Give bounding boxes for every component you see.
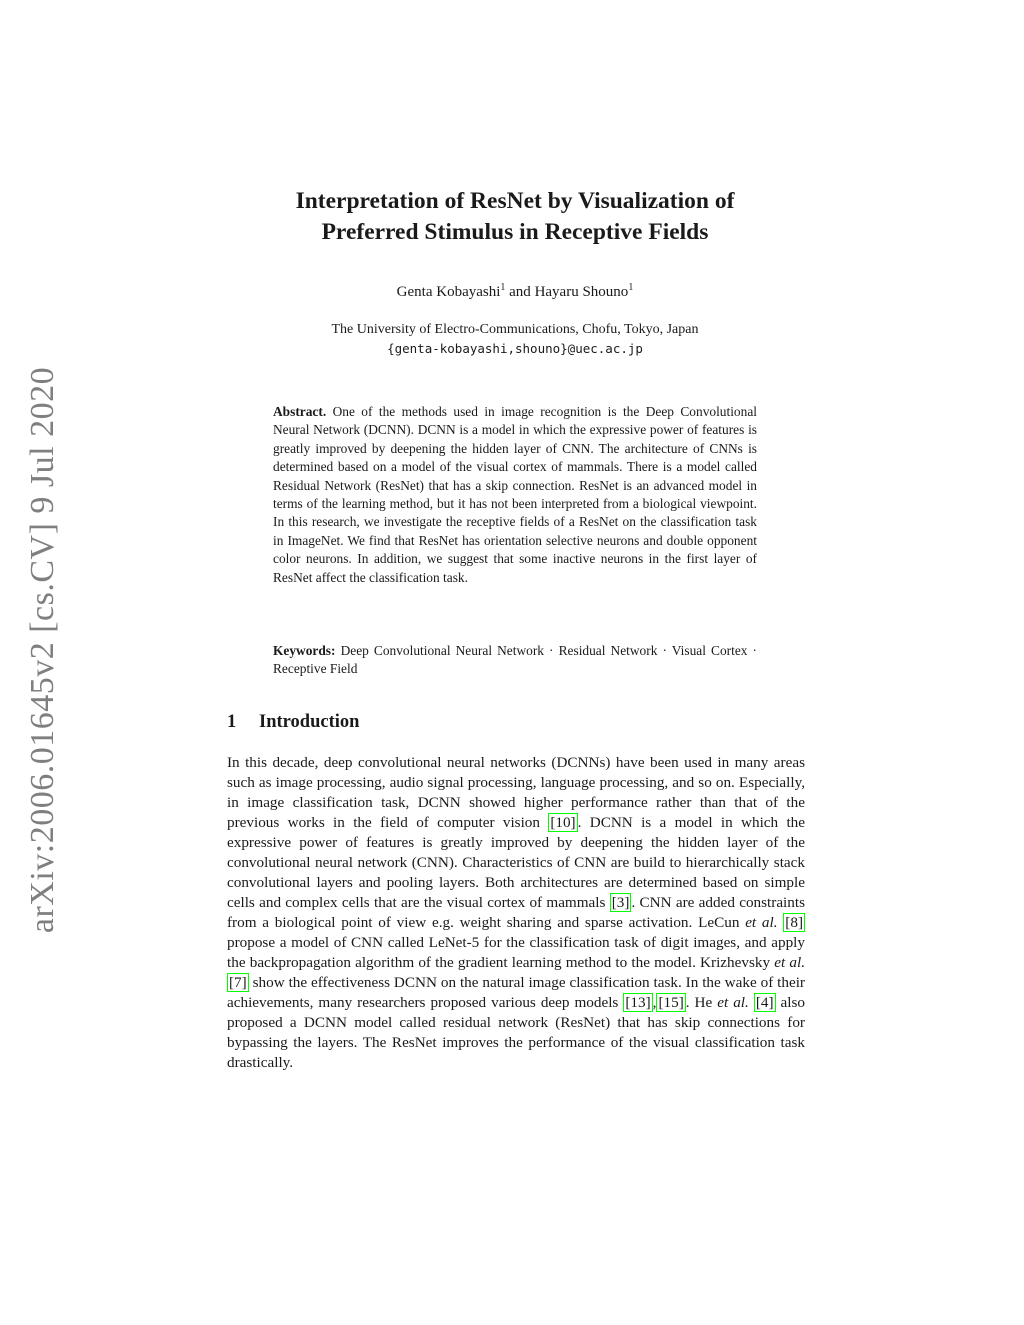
keywords-label: Keywords: [273, 643, 336, 658]
title-line-2: Preferred Stimulus in Receptive Fields [321, 219, 709, 245]
keywords [273, 642, 757, 679]
intro-text-6: . He [685, 994, 718, 1011]
author-2-affil-mark: 1 [628, 282, 634, 293]
author-2-name: Hayaru Shouno [534, 284, 629, 300]
intro-text-5: show the effectiveness DCNN on the natural image classification task. In the wake of their achievements, many researchers proposed various deep models [227, 974, 805, 1011]
intro-text-4: propose a model of CNN called LeNet-5 for the classification task of digit images, and apply the backpropagation algorithm of the gradient learning method to the model. Krizhevsky [227, 934, 805, 971]
arxiv-identifier-stamp: arXiv:2006.01645v2 [cs.CV] 9 Jul 2020 [24, 366, 61, 934]
section-heading-introduction [227, 712, 359, 733]
intro-text-3: . CNN are added constraints from a biological point of view e.g. weight sharing and sparse activation. LeCun [227, 894, 806, 931]
et-al-2: et al. [774, 954, 805, 971]
intro-text-1: In this decade, deep convolutional neural networks (DCNNs) have been used in many areas such as image processing, audio signal processing, language processing, and so on. Especially, in image classification task, DCNN showed higher performance rather than that of the previous works in the field of computer vision [227, 754, 805, 831]
author-email: {genta-kobayashi,shouno}@uec.ac.jp [387, 341, 643, 356]
institution: The University of Electro-Communications, Chofu, Tokyo, Japan [331, 322, 699, 337]
citation-separator: , [652, 994, 657, 1011]
affiliation-block [200, 320, 830, 358]
citation-link-10[interactable]: [10] [550, 814, 576, 831]
abstract-text: One of the methods used in image recognition is the Deep Convolutional Neural Network (DCNN). DCNN is a model in which the expressive power of features is greatly improved by deepening the hidden layer of CNN. The architecture of CNNs is determined based on a model of the visual cortex of mammals. There is a model called Residual Network (ResNet) that has a skip connection. ResNet is an advanced model in terms of the learning method, but it has not been interpreted from a biological viewpoint. In this research, we investigate the receptive fields of a ResNet on the classification task in ImageNet. We find that ResNet has orientation selective neurons and double opponent color neurons. In addition, we suggest that some inactive neurons in the first layer of ResNet affect the classification task. [273, 404, 757, 585]
author-list [200, 284, 830, 301]
section-title: Introduction [259, 712, 360, 732]
citation-link-8[interactable]: [8] [785, 914, 804, 931]
citation-link-3[interactable]: [3] [611, 894, 630, 911]
abstract [273, 403, 757, 587]
author-1-affil-mark: 1 [500, 282, 506, 293]
section-number: 1 [227, 712, 237, 732]
abstract-label: Abstract. [273, 404, 327, 419]
intro-text-7: also proposed a DCNN model called residual network (ResNet) that has skip connections for bypassing the layers. The ResNet improves the performance of the visual classification task drastically. [227, 994, 806, 1071]
et-al-1: et al. [745, 914, 778, 931]
title-line-1: Interpretation of ResNet by Visualization of [295, 188, 735, 214]
citation-link-15[interactable]: [15] [658, 994, 684, 1011]
citation-link-13[interactable]: [13] [625, 994, 651, 1011]
keywords-text: Deep Convolutional Neural Network · Residual Network · Visual Cortex · Receptive Field [273, 643, 757, 677]
citation-link-7[interactable]: [7] [229, 974, 247, 991]
paper-title [200, 186, 830, 248]
author-1-name: Genta Kobayashi [396, 284, 501, 300]
author-conjunction: and [509, 284, 531, 300]
introduction-paragraph [227, 753, 805, 1073]
citation-link-4[interactable]: [4] [755, 994, 774, 1011]
intro-text-2: . DCNN is a model in which the expressive power of features is greatly improved by deepening the hidden layer of the convolutional neural network (CNN). Characteristics of CNN are build to hierarchically stack convolutional layers and pooling layers. Both architectures are determined based on simple cells and complex cells that are the visual cortex of mammals [227, 814, 805, 911]
et-al-3: et al. [717, 994, 749, 1011]
